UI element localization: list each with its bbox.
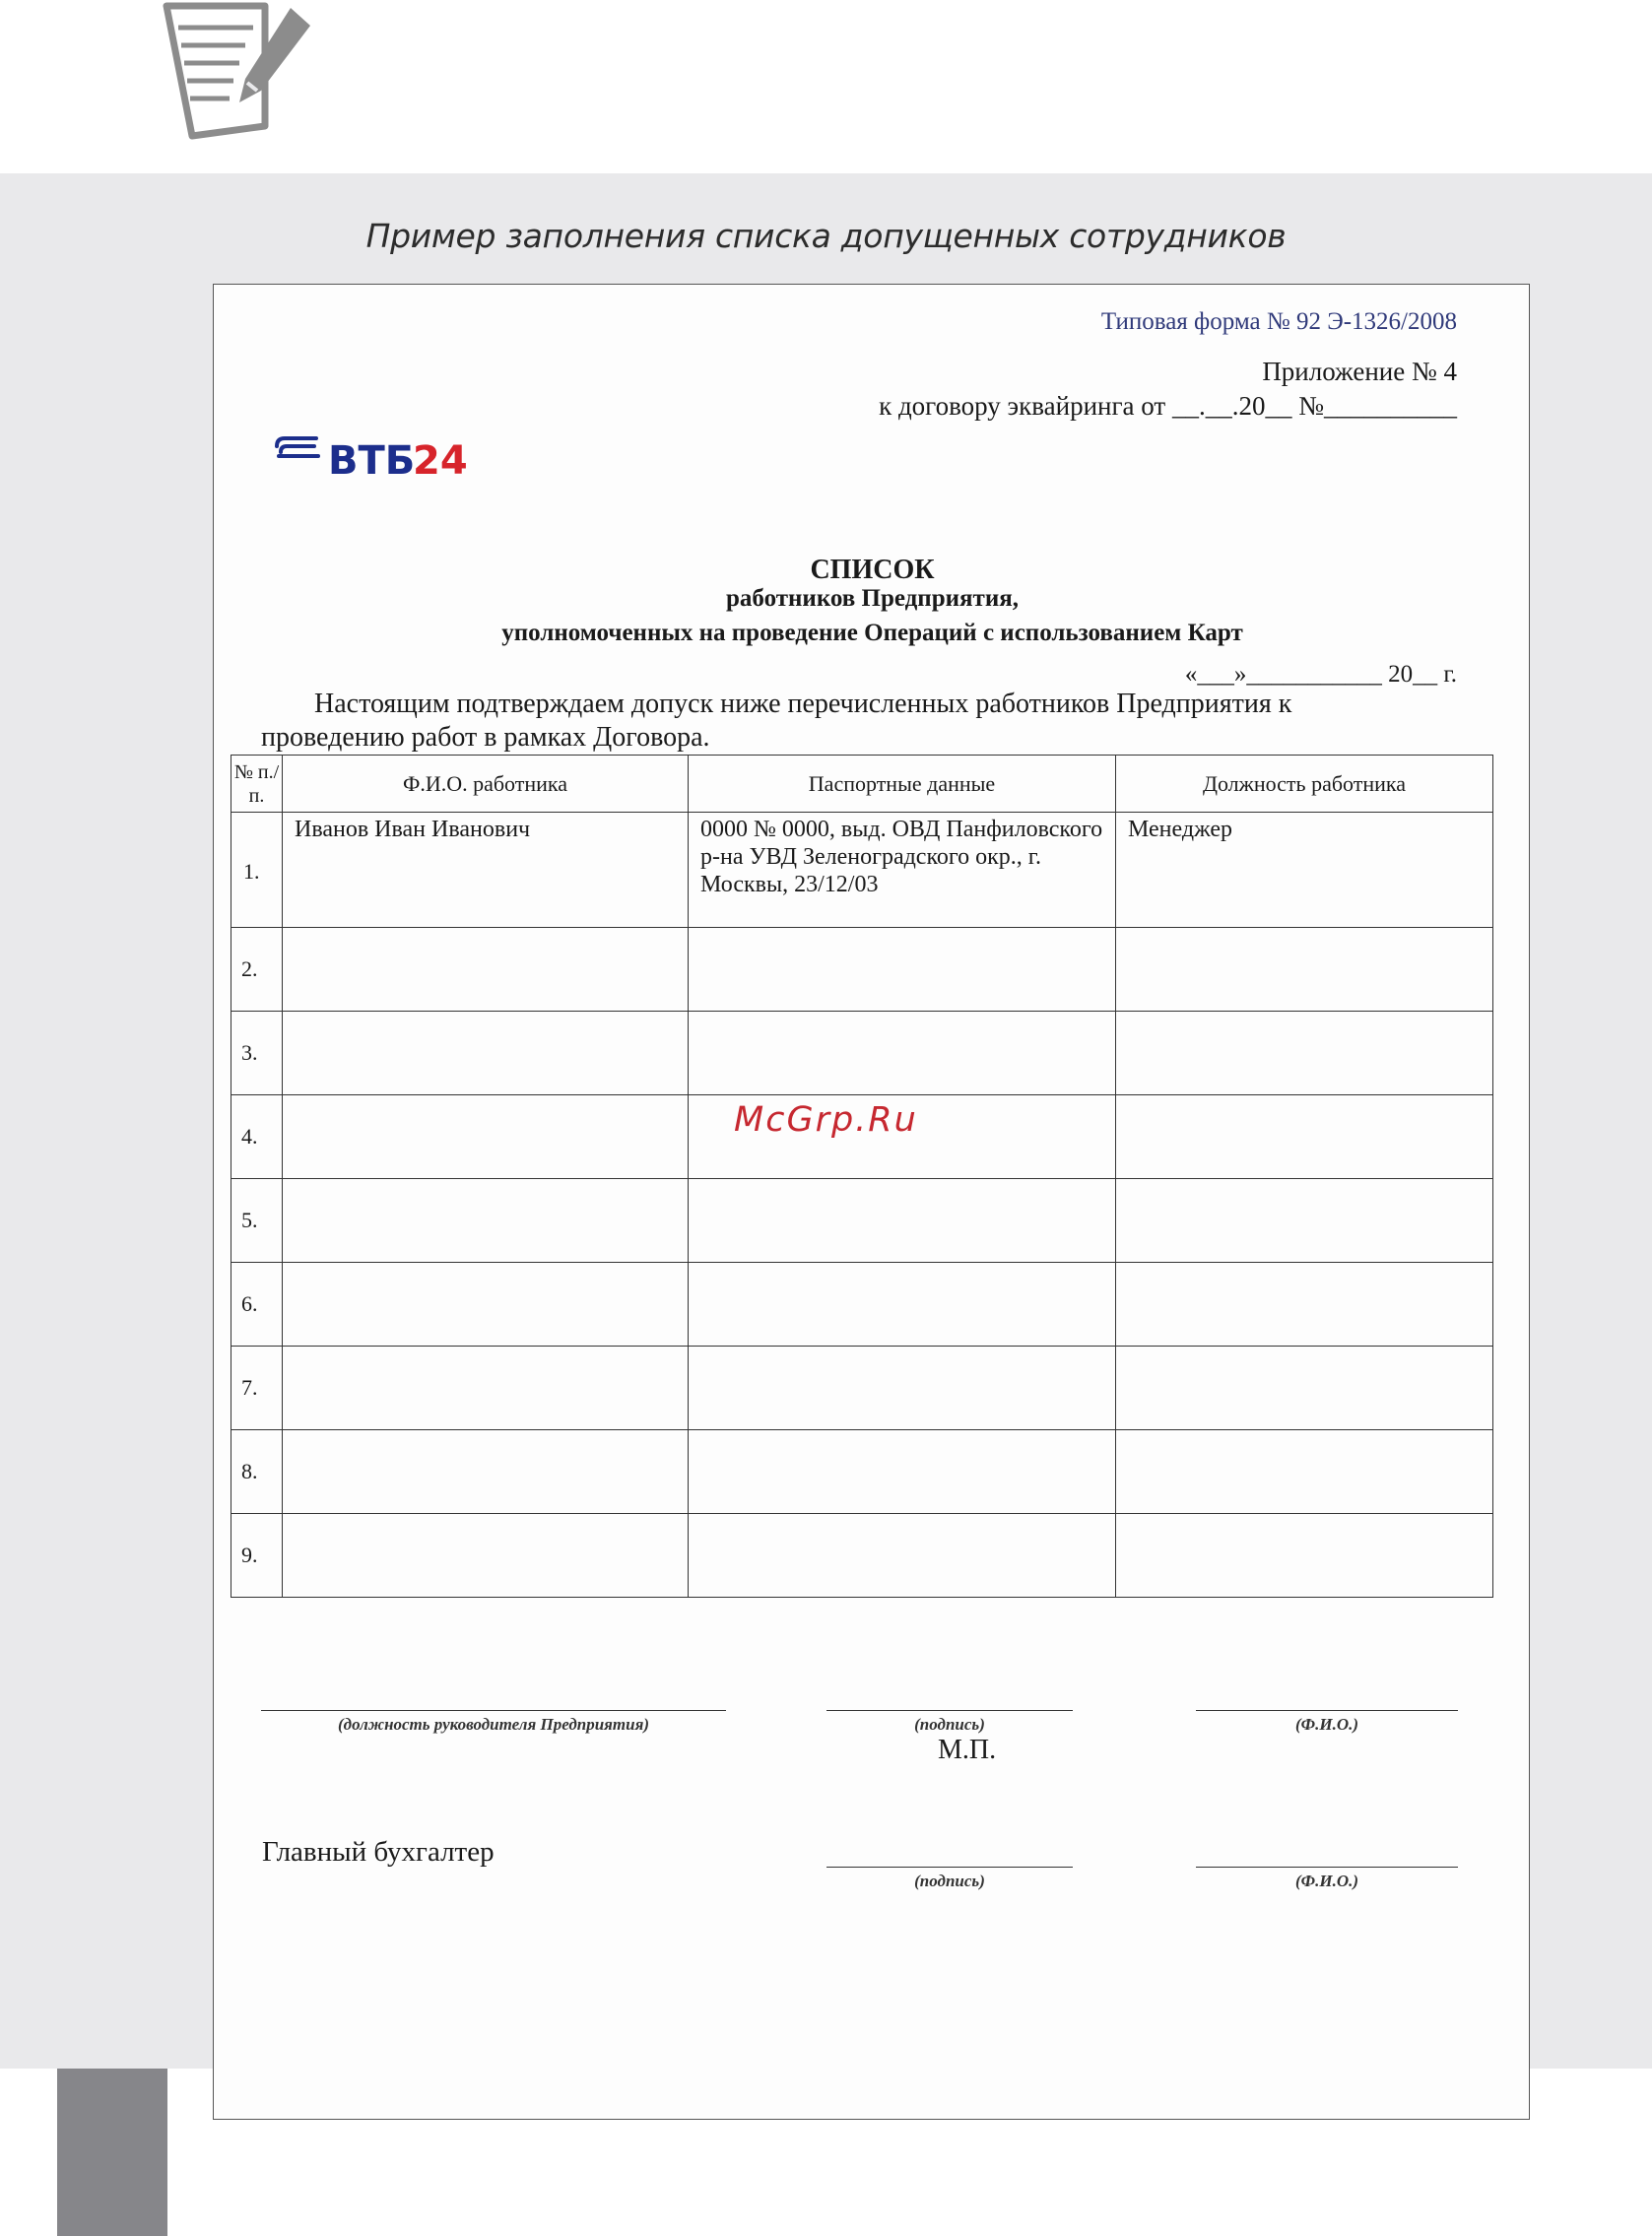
table-row bbox=[231, 1430, 1493, 1514]
annex-label: Приложение № 4 bbox=[1262, 357, 1457, 386]
page-caption: Пример заполнения списка допущенных сотрудников bbox=[365, 217, 1287, 255]
passport-data bbox=[689, 1430, 1116, 1514]
employee-position bbox=[1116, 1263, 1493, 1347]
accountant-fio-line bbox=[1196, 1867, 1458, 1868]
employee-position bbox=[1116, 1179, 1493, 1263]
row-number: 3. bbox=[231, 1012, 283, 1095]
employee-name bbox=[283, 1012, 689, 1095]
employee-position bbox=[1116, 1430, 1493, 1514]
employee-position bbox=[1116, 1514, 1493, 1598]
table-row bbox=[231, 1012, 1493, 1095]
employee-name bbox=[283, 1179, 689, 1263]
stamp-label: М.П. bbox=[938, 1735, 997, 1765]
head-position-caption: (должность руководителя Предприятия) bbox=[337, 1715, 650, 1734]
row-number: 7. bbox=[231, 1347, 283, 1430]
head-signature-caption: (подпись) bbox=[914, 1715, 985, 1734]
table-row bbox=[231, 1263, 1493, 1347]
employee-name bbox=[283, 1347, 689, 1430]
svg-text:24: 24 bbox=[413, 438, 468, 484]
employee-name bbox=[283, 1095, 689, 1179]
table-header-row bbox=[231, 756, 1493, 813]
document-edit-icon bbox=[163, 0, 320, 148]
vtb24-logo bbox=[275, 432, 482, 492]
column-header-number: № п./п. bbox=[231, 756, 283, 813]
passport-data bbox=[689, 928, 1116, 1012]
row-number: 4. bbox=[231, 1095, 283, 1179]
column-header-passport: Паспортные данные bbox=[689, 756, 1116, 813]
row-number: 6. bbox=[231, 1263, 283, 1347]
employee-name bbox=[283, 928, 689, 1012]
svg-text:ВТБ: ВТБ bbox=[328, 438, 416, 484]
table-row bbox=[231, 1179, 1493, 1263]
document-subtitle-2: уполномоченных на проведение Операций с использованием Карт bbox=[501, 620, 1243, 646]
passport-data bbox=[689, 1514, 1116, 1598]
form-number: Типовая форма № 92 Э-1326/2008 bbox=[1100, 308, 1457, 335]
passport-data bbox=[689, 1263, 1116, 1347]
row-number: 9. bbox=[231, 1514, 283, 1598]
row-number: 1. bbox=[231, 813, 283, 928]
document-subtitle-1: работников Предприятия, bbox=[726, 585, 1019, 612]
contract-reference: к договору эквайринга от __.__.20__ №__________ bbox=[879, 391, 1457, 421]
employee-position bbox=[1116, 928, 1493, 1012]
accountant-signature-caption: (подпись) bbox=[914, 1872, 985, 1890]
watermark: McGrp.Ru bbox=[734, 1100, 918, 1140]
table-row bbox=[231, 1514, 1493, 1598]
date-line: «___»___________ 20__ г. bbox=[1184, 661, 1457, 688]
row-number: 5. bbox=[231, 1179, 283, 1263]
employees-table bbox=[231, 755, 1493, 1598]
head-signature-line bbox=[826, 1710, 1073, 1711]
chief-accountant-label: Главный бухгалтер bbox=[262, 1836, 495, 1868]
employee-name: Иванов Иван Иванович bbox=[283, 813, 689, 928]
table-row bbox=[231, 813, 1493, 928]
table-row bbox=[231, 1347, 1493, 1430]
employee-position bbox=[1116, 1095, 1493, 1179]
column-header-name: Ф.И.О. работника bbox=[283, 756, 689, 813]
column-header-position: Должность работника bbox=[1116, 756, 1493, 813]
employee-position bbox=[1116, 1012, 1493, 1095]
table-row bbox=[231, 928, 1493, 1012]
employee-name bbox=[283, 1263, 689, 1347]
intro-text-line-2: проведению работ в рамках Договора. bbox=[261, 722, 710, 753]
form-document bbox=[213, 284, 1530, 2120]
head-fio-caption: (Ф.И.О.) bbox=[1294, 1715, 1359, 1734]
head-position-line bbox=[261, 1710, 726, 1711]
document-title: СПИСОК bbox=[810, 555, 935, 585]
intro-text-line-1: Настоящим подтверждаем допуск ниже перечисленных работников Предприятия к bbox=[314, 689, 1292, 719]
passport-data bbox=[689, 1347, 1116, 1430]
employee-position bbox=[1116, 1347, 1493, 1430]
passport-data: 0000 № 0000, выд. ОВД Панфиловского р-на УВД Зеленоградского окр., г. Москвы, 23/12/03 bbox=[689, 813, 1116, 928]
accountant-fio-caption: (Ф.И.О.) bbox=[1294, 1872, 1359, 1890]
head-fio-line bbox=[1196, 1710, 1458, 1711]
passport-data bbox=[689, 1179, 1116, 1263]
page-tab-marker bbox=[57, 2069, 167, 2236]
vtb-logo-mark-icon bbox=[275, 432, 482, 492]
row-number: 8. bbox=[231, 1430, 283, 1514]
row-number: 2. bbox=[231, 928, 283, 1012]
employee-position: Менеджер bbox=[1116, 813, 1493, 928]
accountant-signature-line bbox=[826, 1867, 1073, 1868]
employee-name bbox=[283, 1514, 689, 1598]
employee-name bbox=[283, 1430, 689, 1514]
passport-data bbox=[689, 1012, 1116, 1095]
